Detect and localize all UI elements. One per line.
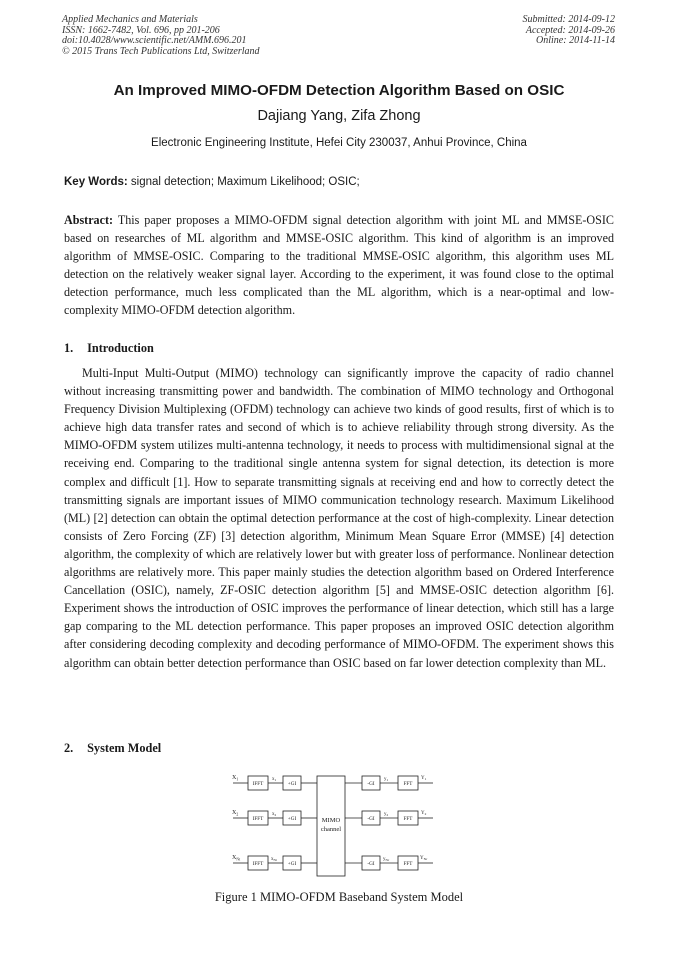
transmit-signal-label: $x_{Nt}$ — [271, 857, 277, 863]
section-heading-system-model — [64, 741, 161, 756]
input-signal-label: $X_{Nt}$ — [232, 855, 241, 862]
figure-caption: Figure 1 MIMO-OFDM Baseband System Model — [214, 890, 464, 904]
authors: Dajiang Yang, Zifa Zhong — [257, 108, 421, 124]
section-number: 1. — [64, 341, 74, 355]
receive-signal-label: $y_1$ — [384, 777, 389, 783]
add-gi-label: +GI — [287, 816, 297, 822]
remove-gi-label: -GI — [367, 816, 375, 822]
output-signal-label: $Y_2$ — [421, 811, 427, 817]
output-signal-label: $Y_1$ — [421, 776, 427, 782]
keywords — [64, 176, 360, 188]
add-gi-label: +GI — [287, 861, 297, 867]
abstract — [64, 211, 614, 320]
section-heading-introduction — [64, 341, 154, 356]
doi: doi:10.4028/www.scientific.net/AMM.696.201 — [62, 35, 247, 47]
transmit-signal-label: $x_2$ — [272, 812, 277, 818]
copyright: © 2015 Trans Tech Publications Ltd, Switzerland — [62, 45, 260, 57]
keywords-text: signal detection; Maximum Likelihood; OSIC; — [130, 176, 360, 188]
input-signal-label: $X_1$ — [232, 775, 239, 782]
ifft-label: IFFT — [252, 816, 264, 822]
ifft-label: IFFT — [252, 781, 264, 787]
section-title: System Model — [87, 741, 162, 755]
input-signal-label: $X_2$ — [232, 810, 239, 817]
abstract-text: This paper proposes a MIMO-OFDM signal detection algorithm with joint ML and MMSE-OSIC based on researches of ML algorithm and MMSE-OSIC algorithm. This kind of algorithm is an improved algorithm of MMSE-OSIC. Comparing to the traditional MMSE-OSIC algorithm, this algorithm uses ML detection on the relatively weaker signal layer. According to the experiment, it was found close to the optimal detection performance, much less complicated than the ML algorithm, which is a near-optimal and low-complexity MIMO-OFDM detection algorithm. — [64, 213, 614, 318]
issn-volume: ISSN: 1662-7482, Vol. 696, pp 201-206 — [62, 24, 220, 36]
section-title: Introduction — [87, 341, 154, 355]
remove-gi-label: -GI — [367, 781, 375, 787]
ifft-label: IFFT — [252, 861, 264, 867]
introduction-text: Multi-Input Multi-Output (MIMO) technology can significantly improve the capacity of radio channel without increasing transmitting power and bandwidth. The combination of MIMO technology and Orthogonal Frequency Division Multiplexing (OFDM) technology can achieve two kinds of good results, first of which is to achieve high data transfer rates and second of which is to achieve reliability through strong diversity. As the MIMO-OFDM system utilizes multi-antenna technology, it needs to process with multidimensional signal at the receiving end. Comparing to the traditional single antenna system for signal detection, its detection is more complex and difficult [1]. How to separate transmitting signals at receiving end and how to correctly detect the transmitting signals are important issues of MIMO communication technology research. Maximum Likelihood (ML) [2] detection can obtain the optimal detection performance at the cost of high-complexity. Linear detection consists of Zero Forcing (ZF) [3] detection algorithm, Minimum Mean Square Error (MMSE) [4] detection algorithm, the complexity of which are relatively lower but with greater loss of performance. Nonlinear detection algorithms are relatively more. This paper mainly studies the detection algorithm based on Ordered Interference Cancellation (OSIC), namely, ZF-OSIC detection algorithm [5] and MMSE-OSIC detection algorithm [6]. Experiment shows the introduction of OSIC improves the performance of linear detection, which still has a large gap comparing to the ML detection performance. This paper proposes an improved OSIC detection algorithm after considering decoding complexity and decoding performance of MIMO-OFDM. The experiment shows this algorithm can obtain better detection performance than OSIC based on far lower detection complexity than ML. — [64, 366, 614, 670]
online-date: Online: 2014-11-14 — [536, 35, 615, 47]
fft-label: FFT — [403, 816, 413, 822]
output-signal-label: $Y_{Nr}$ — [420, 856, 428, 862]
submission-dates — [523, 15, 616, 47]
submitted-date: Submitted: 2014-09-12 — [522, 14, 615, 25]
paper-title: An Improved MIMO-OFDM Detection Algorithm Based on OSIC — [113, 82, 565, 99]
remove-gi-label: -GI — [367, 861, 375, 867]
mimo-label: MIMO — [321, 817, 341, 824]
transmit-signal-label: $x_1$ — [272, 777, 277, 783]
accepted-date: Accepted: 2014-09-26 — [525, 24, 615, 36]
receive-signal-label: $y_{Nr}$ — [383, 857, 390, 863]
add-gi-label: +GI — [287, 781, 297, 787]
system-model-diagram — [228, 768, 438, 880]
fft-label: FFT — [403, 781, 413, 787]
abstract-label: Abstract: — [64, 213, 114, 227]
channel-label: channel — [320, 826, 342, 833]
section-number: 2. — [64, 741, 74, 755]
journal-name: Applied Mechanics and Materials — [62, 14, 198, 25]
journal-info — [62, 15, 260, 57]
fft-label: FFT — [403, 861, 413, 867]
receive-signal-label: $y_2$ — [384, 812, 389, 818]
affiliation: Electronic Engineering Institute, Hefei City 230037, Anhui Province, China — [151, 137, 527, 149]
keywords-label: Key Words: — [64, 176, 128, 188]
